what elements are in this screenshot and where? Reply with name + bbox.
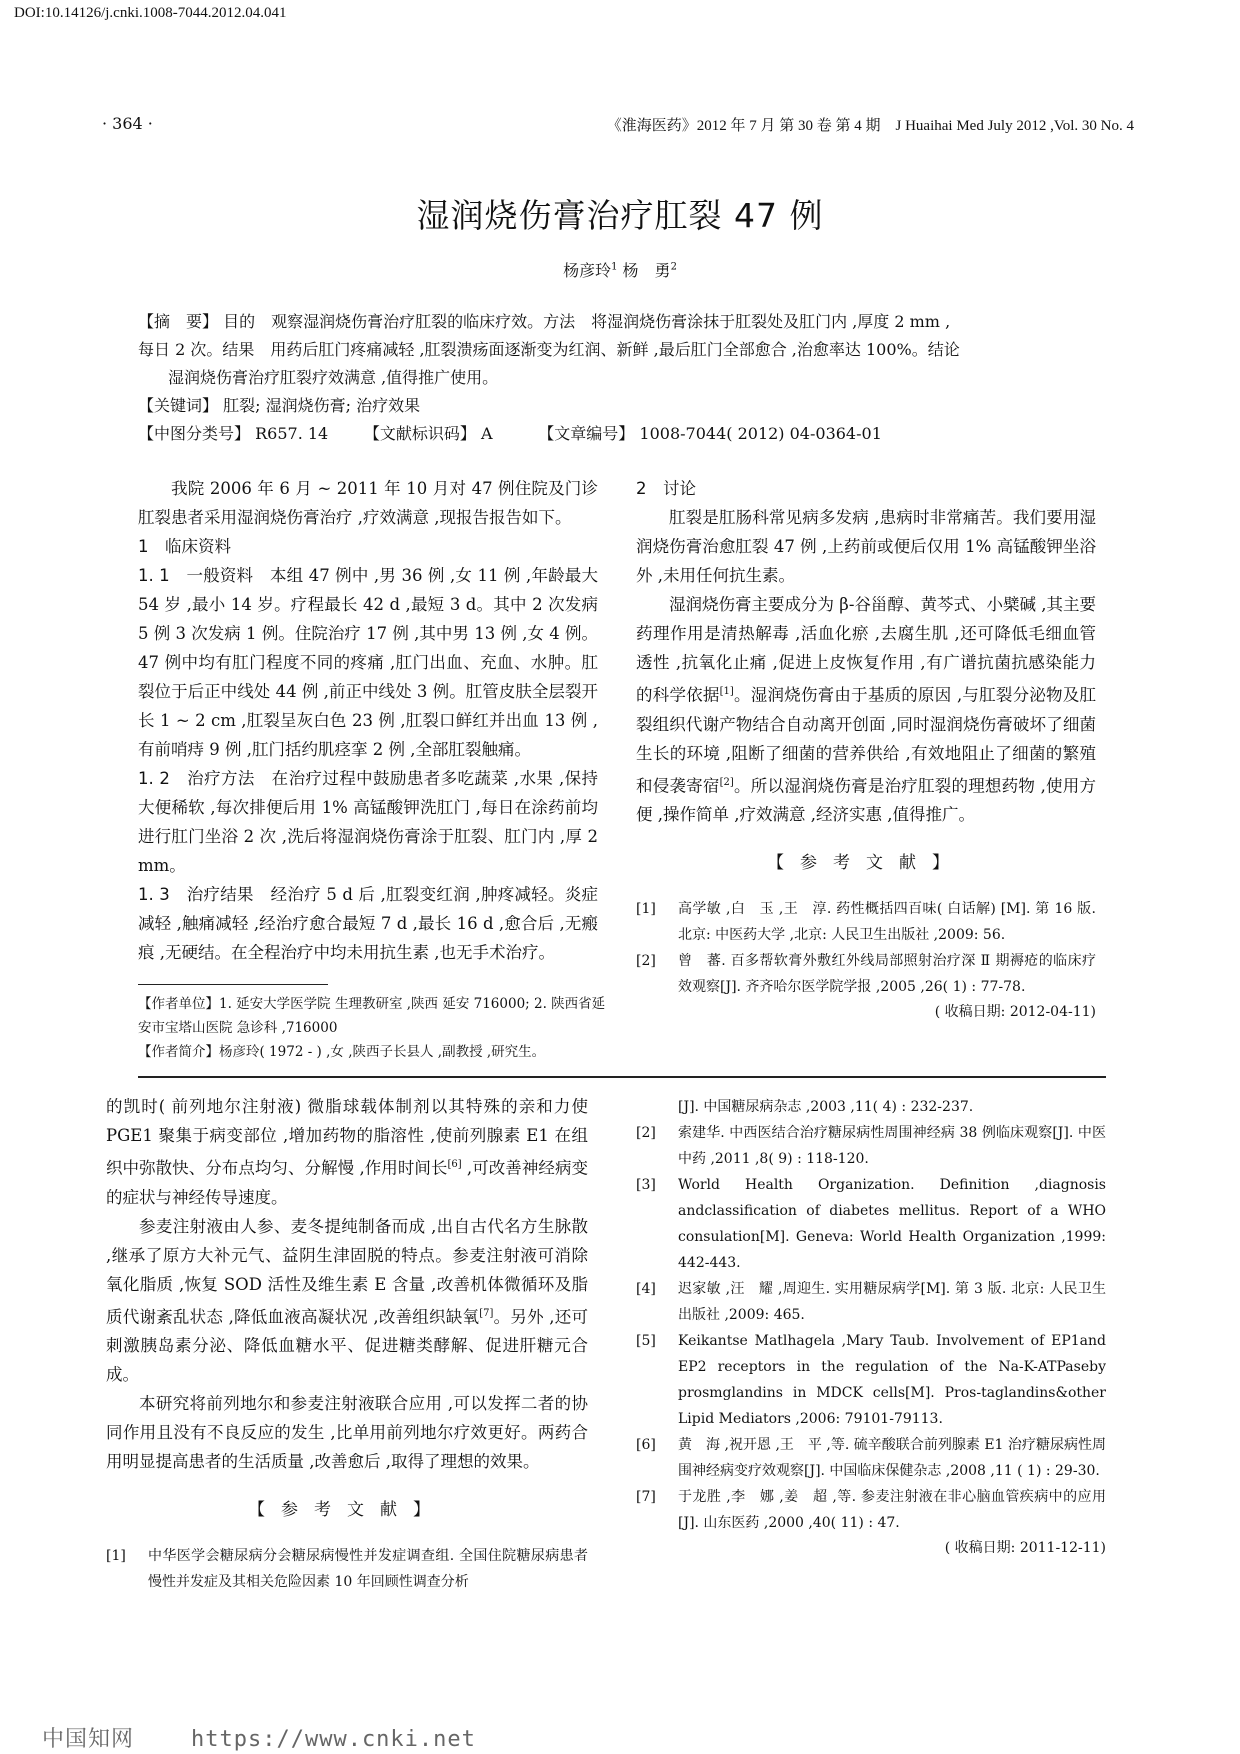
article-no-label: 【文章编号】 xyxy=(538,424,635,443)
reference-text: 高学敏 ,白 玉 ,王 淳. 药性概括四百味( 白话解) [M]. 第 16 版. 北京: 中医药大学 ,北京: 人民卫生出版社 ,2009: 56. xyxy=(678,901,1096,943)
section-1-3-heading: 1. 3 治疗结果 xyxy=(138,885,254,904)
left-column xyxy=(138,474,598,967)
citation-2: [2] xyxy=(719,776,734,788)
reference-text: 索建华. 中西医结合治疗糖尿病性周围神经病 38 例临床观察[J]. 中医中药 ,2011 ,8( 9) : 118-120. xyxy=(678,1125,1106,1167)
clc-label: 【中图分类号】 xyxy=(138,424,251,443)
doi: DOI:10.14126/j.cnki.1008-7044.2012.04.041 xyxy=(14,5,287,21)
reference-item xyxy=(636,1172,1106,1276)
abstract-line-3: 湿润烧伤膏治疗肛裂疗效满意 ,值得推广使用。 xyxy=(168,368,499,387)
section-1-2-body: 在治疗过程中鼓励患者多吃蔬菜 ,水果 ,保持大便稀软 ,每次排便后用 1% 高锰酸钾洗肛门 ,每日在涂药前均进行肛门坐浴 2 次 ,洗后将湿润烧伤膏涂于肛裂、肛门内 ,厚 2 mm。 xyxy=(138,769,598,875)
reference-item xyxy=(106,1543,588,1595)
citation-6: [6] xyxy=(447,1159,462,1170)
lower-text-2a: 参麦注射液由人参、麦冬提纯制备而成 ,出自古代名方生脉散 ,继承了原方大补元气、益阴生津固脱的特点。参麦注射液可消除氧化脂质 ,恢复 SOD 活性及维生素 E 含量 ,改善机体微循环及脂质代谢紊乱状态 ,降低血液高凝状况 ,改善组织缺氧 xyxy=(106,1216,588,1326)
reference-item xyxy=(636,1120,1106,1172)
right-column xyxy=(636,474,1096,1024)
reference-number xyxy=(636,1094,678,1120)
reference-text: Keikantse Matlhagela ,Mary Taub. Involvement of EP1and EP2 receptors in the regulation of the Na-K-ATPaseby prosmglandins in MDCK cells[M]. Pros-taglandins&other Lipid Mediators ,2006: 79101-79113. xyxy=(678,1333,1106,1427)
reference-number: [2] xyxy=(636,1125,656,1141)
discussion-paragraph-2 xyxy=(636,590,1096,829)
reference-number: [2] xyxy=(636,953,656,969)
section-1-1-heading: 1. 1 一般资料 xyxy=(138,566,254,585)
clc: R657. 14 xyxy=(255,424,329,443)
lower-right-column xyxy=(636,1094,1106,1560)
discussion-text-a: 湿润烧伤膏主要成分为 β-谷甾醇、黄芩式、小檗碱 ,其主要药理作用是清热解毒 ,活血化瘀 ,去腐生肌 ,还可降低毛细血管透性 ,抗氧化止痛 ,促进上皮恢复作用 ,有广谱抗菌抗感染能力的科学依据 xyxy=(636,595,1096,705)
author-bio-label: 【作者简介】 xyxy=(138,1044,219,1060)
reference-text: [J]. 中国糖尿病杂志 ,2003 ,11( 4) : 232-237. xyxy=(678,1099,974,1115)
article-title: 湿润烧伤膏治疗肛裂 47 例 xyxy=(416,196,824,235)
cnki-url: https://www.cnki.net xyxy=(191,1727,476,1752)
author-2: 杨 勇 xyxy=(622,261,671,280)
reference-item xyxy=(636,1276,1106,1328)
reference-number: [3] xyxy=(636,1177,656,1193)
citation-1: [1] xyxy=(719,686,734,697)
reference-number: [4] xyxy=(636,1281,656,1297)
reference-item xyxy=(636,1432,1106,1484)
author-1-affil: 1 xyxy=(611,261,618,273)
abstract-line-1: 目的 观察湿润烧伤膏治疗肛裂的临床疗效。方法 将湿润烧伤膏涂抹于肛裂处及肛门内 ,厚度 2 mm , xyxy=(223,312,951,331)
references-title: 【参考文献】 xyxy=(767,853,965,873)
citation-7: [7] xyxy=(479,1307,494,1319)
article-divider xyxy=(138,1076,1106,1078)
doc-code-label: 【文献标识码】 xyxy=(363,424,476,443)
reference-text: 曾 蕃. 百多帮软膏外敷红外线局部照射治疗深 Ⅱ 期褥疮的临床疗效观察[J]. 齐齐哈尔医学院学报 ,2005 ,26( 1) : 77-78. xyxy=(678,953,1096,995)
reference-item xyxy=(636,1094,1106,1120)
authors xyxy=(0,258,1240,281)
reference-text: 迟家敏 ,汪 耀 ,周迎生. 实用糖尿病学[M]. 第 3 版. 北京: 人民卫生出版社 ,2009: 465. xyxy=(678,1281,1106,1323)
reference-number: [5] xyxy=(636,1333,656,1349)
author-bio: 杨彦玲( 1972 - ) ,女 ,陕西子长县人 ,副教授 ,研究生。 xyxy=(219,1044,546,1060)
cnki-site-name: 中国知网 xyxy=(42,1727,135,1752)
lower-references-title: 【参考文献】 xyxy=(248,1500,446,1520)
discussion-text-b: 。湿润烧伤膏由于基质的原因 ,与肛裂分泌物及肛裂组织代谢产物结合自动离开创面 ,同时湿润烧伤膏破坏了细菌生长的环境 ,阻断了细菌的营养供给 ,有效地阻止了细菌的繁殖和侵袭寄宿 xyxy=(636,685,1097,795)
discussion-paragraph-1: 肛裂是肛肠科常见病多发病 ,患病时非常痛苦。我们要用湿润烧伤膏治愈肛裂 47 例 ,上药前或便后仅用 1% 高锰酸钾坐浴外 ,未用任何抗生素。 xyxy=(636,508,1096,585)
doc-code: A xyxy=(480,424,493,443)
section-2-heading: 2 讨论 xyxy=(636,479,696,498)
lower-text-1a: 的凯时( 前列地尔注射液) 微脂球载体制剂以其特殊的亲和力使 PGE1 聚集于病变部位 ,增加药物的脂溶性 ,使前列腺素 E1 在组织中弥散快、分布点均匀、分解慢 ,作用时间长 xyxy=(106,1097,588,1178)
reference-number: [6] xyxy=(636,1437,656,1453)
reference-text: 黄 海 ,祝开恩 ,王 平 ,等. 硫辛酸联合前列腺素 E1 治疗糖尿病性周围神经病变疗效观察[J]. 中国临床保健杂志 ,2008 ,11 ( 1) : 29-30. xyxy=(678,1437,1106,1479)
reference-number: [1] xyxy=(106,1548,126,1564)
lower-received-date: ( 收稿日期: 2011-12-11) xyxy=(944,1540,1106,1556)
section-1-2-heading: 1. 2 治疗方法 xyxy=(138,769,255,788)
received-date: ( 收稿日期: 2012-04-11) xyxy=(934,1004,1096,1020)
abstract-label: 【摘 要】 xyxy=(138,312,219,331)
keywords-label: 【关键词】 xyxy=(138,396,219,415)
reference-number: [1] xyxy=(636,901,656,917)
lower-paragraph-3: 本研究将前列地尔和参麦注射液联合应用 ,可以发挥二者的协同作用且没有不良反应的发生 ,比单用前列地尔疗效更好。两药合用明显提高患者的生活质量 ,改善愈后 ,取得了理想的效果。 xyxy=(106,1394,588,1471)
section-1-1-body: 本组 47 例中 ,男 36 例 ,女 11 例 ,年龄最大 54 岁 ,最小 14 岁。疗程最长 42 d ,最短 3 d。其中 2 次发病 5 例 3 次发病 1 例。住院治疗 17 例 ,其中男 13 例 ,女 4 例。47 例中均有肛门程度不同的疼痛 ,肛门出血、充血、水肿。肛裂位于后正中线处 44 例 ,前正中线处 3 例。肛管皮肤全层裂开长 1 ~ 2 cm ,肛裂呈灰白色 23 例 ,肛裂口鲜红并出血 13 例 ,有前哨痔 9 例 ,肛门括约肌痉挛 2 例 ,全部肛裂触痛。 xyxy=(138,566,598,759)
reference-item xyxy=(636,896,1096,948)
abstract-block xyxy=(138,308,1122,448)
page-number: · 364 · xyxy=(102,114,153,133)
intro-paragraph: 我院 2006 年 6 月 ~ 2011 年 10 月对 47 例住院及门诊肛裂患者采用湿润烧伤膏治疗 ,疗效满意 ,现报告报告如下。 xyxy=(138,479,598,527)
lower-left-column xyxy=(106,1092,588,1595)
reference-item xyxy=(636,1328,1106,1432)
lower-text-1b: ,可改善神经病变的症状与神经传导速度。 xyxy=(106,1158,588,1207)
author-2-affil: 2 xyxy=(670,261,677,273)
running-head: 《淮海医药》2012 年 7 月 第 30 卷 第 4 期 J Huaihai Med July 2012 ,Vol. 30 No. 4 xyxy=(606,118,1134,134)
lower-paragraph-1 xyxy=(106,1092,588,1212)
reference-text: World Health Organization. Definition ,diagnosis andclassification of diabetes mellitus. Report of a WHO consulation[M]. Geneva: World Health Organization ,1999: 442-443. xyxy=(678,1177,1106,1271)
keywords: 肛裂; 湿润烧伤膏; 治疗效果 xyxy=(223,396,421,415)
reference-number: [7] xyxy=(636,1489,656,1505)
article-no: 1008-7044( 2012) 04-0364-01 xyxy=(639,424,882,443)
section-1-heading: 1 临床资料 xyxy=(138,537,231,556)
footnotes xyxy=(138,992,608,1064)
reference-text: 中华医学会糖尿病分会糖尿病慢性并发症调查组. 全国住院糖尿病患者慢性并发症及其相关危险因素 10 年回顾性调查分析 xyxy=(148,1548,588,1590)
footnote-separator xyxy=(138,984,328,985)
reference-item xyxy=(636,1484,1106,1536)
discussion-text-c: 。所以湿润烧伤膏是治疗肛裂的理想药物 ,使用方便 ,操作简单 ,疗效满意 ,经济实惠 ,值得推广。 xyxy=(636,776,1097,824)
reference-item xyxy=(636,948,1096,1000)
lower-text-2b: 。另外 ,还可刺激胰岛素分泌、降低血糖水平、促进糖类酵解、促进肝糖元合成。 xyxy=(106,1307,588,1384)
lower-paragraph-2 xyxy=(106,1212,588,1390)
author-1: 杨彦玲 xyxy=(563,261,612,280)
section-1-3-body: 经治疗 5 d 后 ,肛裂变红润 ,肿疼减轻。炎症减轻 ,触痛减轻 ,经治疗愈合最短 7 d ,最长 16 d ,愈合后 ,无瘢痕 ,无硬结。在全程治疗中均未用抗生素 ,也无手术治疗。 xyxy=(138,885,598,962)
cnki-watermark xyxy=(42,1722,476,1753)
author-unit-label: 【作者单位】 xyxy=(138,996,219,1012)
abstract-line-2: 每日 2 次。结果 用药后肛门疼痛减轻 ,肛裂溃疡面逐渐变为红润、新鲜 ,最后肛门全部愈合 ,治愈率达 100%。结论 xyxy=(138,340,960,359)
author-unit: 1. 延安大学医学院 生理教研室 ,陕西 延安 716000; 2. 陕西省延安市宝塔山医院 急诊科 ,716000 xyxy=(138,996,606,1036)
reference-text: 于龙胜 ,李 娜 ,姜 超 ,等. 参麦注射液在非心脑血管疾病中的应用[J]. 山东医药 ,2000 ,40( 11) : 47. xyxy=(678,1489,1106,1531)
